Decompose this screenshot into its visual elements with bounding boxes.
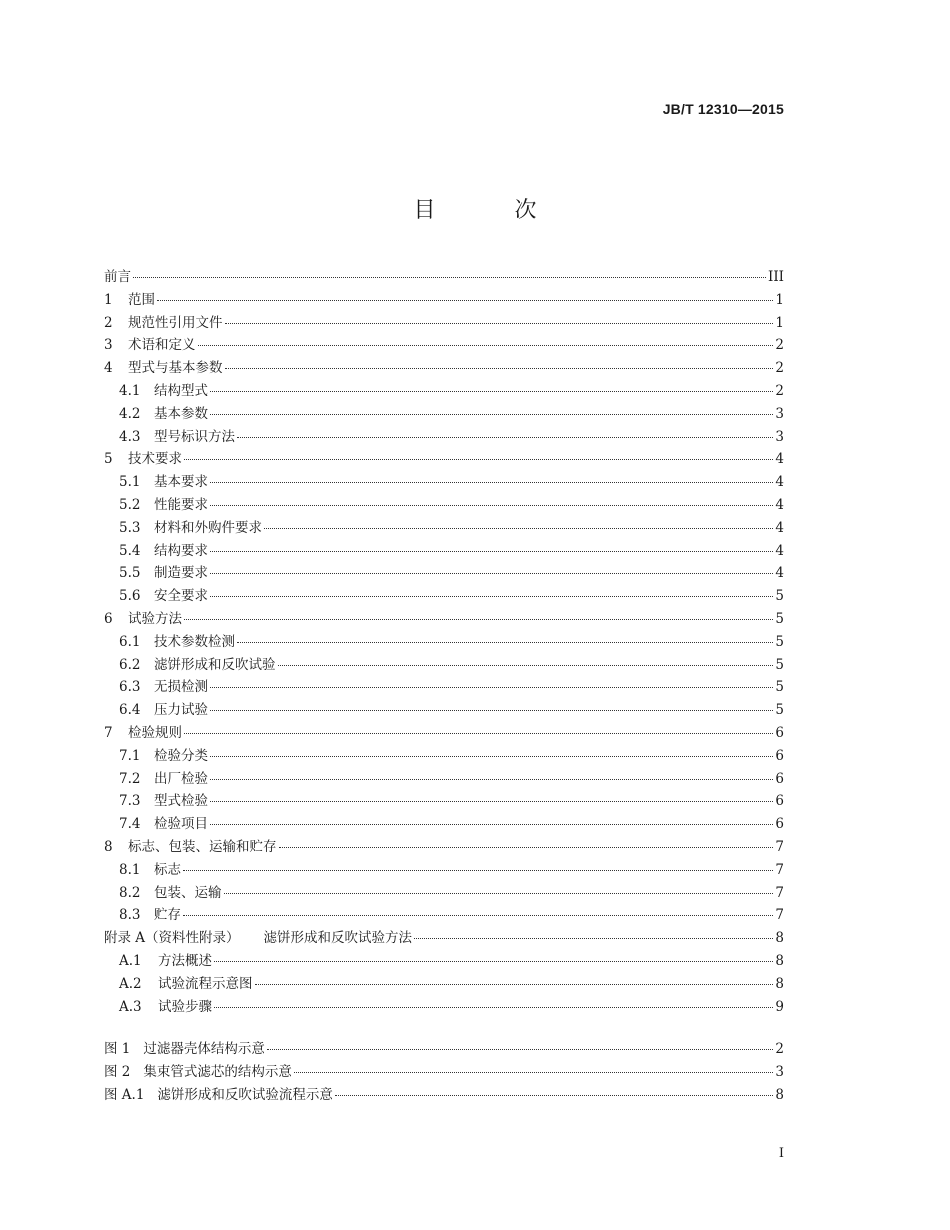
toc-entry-number: 5.3 — [119, 519, 141, 536]
toc-entry-title: 检验规则 — [128, 724, 182, 741]
toc-entry[interactable] — [104, 265, 784, 288]
toc-entry-title: 型式检验 — [154, 793, 208, 810]
toc-page-number: 4 — [775, 542, 784, 559]
toc-entry-title: 制造要求 — [154, 565, 208, 582]
toc-page-number: 6 — [775, 816, 784, 833]
toc-entry[interactable] — [104, 835, 784, 858]
dot-leader — [210, 687, 773, 688]
dot-leader — [225, 323, 774, 324]
toc-page-number: 8 — [775, 975, 784, 992]
toc-entry-title: 试验方法 — [128, 610, 182, 627]
toc-page-number: 6 — [775, 747, 784, 764]
toc-entry[interactable] — [104, 995, 784, 1018]
dot-leader — [210, 824, 773, 825]
toc-entry-number: 6.4 — [119, 702, 141, 719]
toc-entry[interactable] — [104, 744, 784, 767]
toc-page-number: 4 — [775, 474, 784, 491]
dot-leader — [210, 505, 773, 506]
toc-entry[interactable] — [104, 698, 784, 721]
toc-entry[interactable] — [104, 607, 784, 630]
table-of-contents — [104, 265, 784, 1017]
toc-page-number: 2 — [775, 337, 784, 354]
dot-leader — [294, 1072, 774, 1073]
toc-page-number: 8 — [775, 930, 784, 947]
figure-number: 图 A.1 — [104, 1086, 145, 1103]
toc-entry-title: 滤饼形成和反吹试验 — [154, 656, 276, 673]
toc-entry-number: 6.1 — [119, 633, 141, 650]
toc-page-number: III — [768, 269, 784, 285]
toc-entry[interactable] — [104, 789, 784, 812]
toc-entry[interactable] — [104, 470, 784, 493]
dot-leader — [184, 619, 773, 620]
toc-entry[interactable] — [104, 812, 784, 835]
toc-entry-number: 7.2 — [119, 770, 141, 787]
dot-leader — [198, 345, 774, 346]
dot-leader — [237, 437, 773, 438]
dot-leader — [210, 710, 773, 711]
toc-entry[interactable] — [104, 288, 784, 311]
dot-leader — [210, 414, 773, 415]
toc-entry-number: 8.2 — [119, 884, 141, 901]
toc-page-number: 5 — [775, 702, 784, 719]
dot-leader — [414, 938, 773, 939]
toc-page-number: 2 — [775, 382, 784, 399]
toc-entry-number: 6 — [104, 610, 113, 627]
toc-page-number: 6 — [775, 724, 784, 741]
toc-entry-number: 8 — [104, 838, 113, 855]
toc-entry-number: 5.4 — [119, 542, 141, 559]
toc-entry-number: 5.5 — [119, 565, 141, 582]
toc-entry-title: 出厂检验 — [154, 770, 208, 787]
dot-leader — [214, 961, 773, 962]
toc-entry-number: 附录 A（资料性附录） — [104, 930, 240, 947]
dot-leader — [210, 596, 773, 597]
toc-entry[interactable] — [104, 972, 784, 995]
toc-entry-number: A.2 — [119, 975, 142, 992]
toc-entry[interactable] — [104, 653, 784, 676]
toc-entry[interactable] — [104, 561, 784, 584]
toc-entry-title: 基本要求 — [154, 474, 208, 491]
toc-entry[interactable] — [104, 402, 784, 425]
toc-entry-title: 试验步骤 — [158, 998, 212, 1015]
toc-entry-number: 6.2 — [119, 656, 141, 673]
toc-entry-title: 型式与基本参数 — [128, 360, 223, 377]
dot-leader — [210, 482, 773, 483]
toc-entry-title: 技术参数检测 — [154, 633, 235, 650]
figure-number: 图 2 — [104, 1063, 131, 1080]
toc-entry[interactable] — [104, 516, 784, 539]
dot-leader — [210, 779, 773, 780]
toc-entry-title: 结构要求 — [154, 542, 208, 559]
toc-entry-title: 贮存 — [154, 907, 181, 924]
toc-entry-number: 2 — [104, 314, 113, 331]
toc-page-number: 5 — [775, 679, 784, 696]
toc-entry-number: 5.2 — [119, 496, 141, 513]
figure-title: 过滤器壳体结构示意 — [143, 1041, 265, 1057]
toc-entry[interactable] — [104, 767, 784, 790]
toc-entry-title: 型号标识方法 — [154, 428, 235, 445]
toc-entry-title: 技术要求 — [128, 451, 182, 468]
toc-entry[interactable] — [104, 630, 784, 653]
toc-entry-title: 术语和定义 — [128, 337, 196, 354]
toc-entry[interactable] — [104, 949, 784, 972]
toc-entry-title: 检验分类 — [154, 747, 208, 764]
toc-entry-title: 标志、包装、运输和贮存 — [128, 838, 277, 855]
toc-entry[interactable] — [104, 379, 784, 402]
dot-leader — [210, 391, 773, 392]
toc-page-number: 6 — [775, 793, 784, 810]
toc-entry-title: 方法概述 — [158, 952, 212, 969]
toc-entry[interactable] — [104, 721, 784, 744]
dot-leader — [157, 300, 773, 301]
figure-entry[interactable] — [104, 1083, 784, 1106]
dot-leader — [210, 801, 773, 802]
toc-entry-title: 基本参数 — [154, 405, 208, 422]
dot-leader — [210, 573, 773, 574]
toc-page-number: 4 — [775, 451, 784, 468]
list-of-figures — [104, 1037, 784, 1105]
dot-leader — [224, 893, 774, 894]
toc-entry-number: 7.1 — [119, 747, 141, 764]
toc-entry-number: 1 — [104, 291, 113, 308]
toc-page-number: 7 — [775, 884, 784, 901]
dot-leader — [267, 1049, 774, 1050]
toc-page-number: 5 — [775, 656, 784, 673]
toc-entry-number: 3 — [104, 337, 113, 354]
toc-page-number: 1 — [775, 314, 784, 331]
toc-page-number: 3 — [775, 405, 784, 422]
toc-page-number: 4 — [775, 519, 784, 536]
toc-entry-number: 7 — [104, 724, 113, 741]
toc-entry-title: 范围 — [128, 291, 155, 308]
dot-leader — [133, 277, 766, 278]
dot-leader — [214, 1007, 773, 1008]
toc-entry-number: A.3 — [119, 998, 142, 1015]
toc-entry[interactable] — [104, 425, 784, 448]
dot-leader — [255, 984, 774, 985]
toc-page-number: 5 — [775, 588, 784, 605]
toc-page-number: 6 — [775, 770, 784, 787]
toc-entry-number: 7.4 — [119, 816, 141, 833]
toc-entry-title: 性能要求 — [154, 496, 208, 513]
dot-leader — [225, 368, 774, 369]
toc-entry-number: A.1 — [119, 952, 142, 969]
toc-entry-title: 压力试验 — [154, 702, 208, 719]
dot-leader — [335, 1095, 773, 1096]
toc-entry[interactable] — [104, 447, 784, 470]
toc-entry[interactable] — [104, 333, 784, 356]
toc-entry[interactable] — [104, 493, 784, 516]
toc-entry-title: 检验项目 — [154, 816, 208, 833]
figure-number: 图 1 — [104, 1041, 131, 1057]
toc-entry[interactable] — [104, 311, 784, 334]
toc-page-number: 7 — [775, 907, 784, 924]
toc-entry[interactable] — [104, 926, 784, 949]
dot-leader — [184, 733, 773, 734]
figure-entry[interactable] — [104, 1037, 784, 1060]
standard-number: JB/T 12310—2015 — [662, 101, 784, 117]
toc-entry-number: 4.1 — [119, 382, 141, 399]
toc-entry-number: 4.2 — [119, 405, 141, 422]
figure-entry[interactable] — [104, 1060, 784, 1083]
toc-entry-number: 5.6 — [119, 588, 141, 605]
figure-title: 集束管式滤芯的结构示意 — [143, 1063, 292, 1080]
toc-entry-title: 包装、运输 — [154, 884, 222, 901]
page-title: 目 次 — [413, 198, 573, 223]
toc-entry-title: 安全要求 — [154, 588, 208, 605]
toc-page-number: 3 — [775, 428, 784, 445]
toc-page-number: 8 — [775, 952, 784, 969]
toc-entry-number: 5.1 — [119, 474, 141, 491]
toc-page-number: 7 — [775, 861, 784, 878]
toc-entry-title: 标志 — [154, 861, 181, 878]
toc-entry-title: 规范性引用文件 — [128, 314, 223, 331]
toc-page-number: 9 — [775, 998, 784, 1015]
dot-leader — [210, 756, 773, 757]
toc-entry-title: 滤饼形成和反吹试验方法 — [263, 930, 413, 947]
dot-leader — [278, 665, 774, 666]
toc-entry-number: 4 — [104, 360, 113, 377]
toc-entry-number: 8.1 — [119, 861, 141, 878]
toc-entry-number: 5 — [104, 451, 113, 468]
dot-leader — [183, 870, 773, 871]
dot-leader — [264, 528, 773, 529]
toc-page-number: 3 — [775, 1063, 784, 1080]
toc-page-number: 1 — [775, 291, 784, 308]
toc-entry[interactable] — [104, 903, 784, 926]
toc-entry-title: 材料和外购件要求 — [154, 519, 262, 536]
dot-leader — [279, 847, 774, 848]
toc-entry-number: 6.3 — [119, 679, 141, 696]
figure-title: 滤饼形成和反吹试验流程示意 — [157, 1086, 333, 1103]
toc-page-number: 5 — [775, 610, 784, 627]
toc-page-number: 2 — [775, 1041, 784, 1057]
toc-entry[interactable] — [104, 356, 784, 379]
toc-page-number: 7 — [775, 838, 784, 855]
toc-page-number: 2 — [775, 360, 784, 377]
toc-entry-number: 7.3 — [119, 793, 141, 810]
toc-entry[interactable] — [104, 675, 784, 698]
toc-entry-title: 前言 — [104, 269, 131, 285]
toc-page-number: 4 — [775, 565, 784, 582]
dot-leader — [210, 551, 773, 552]
dot-leader — [184, 459, 773, 460]
toc-entry-title: 无损检测 — [154, 679, 208, 696]
toc-entry[interactable] — [104, 584, 784, 607]
toc-entry-number: 8.3 — [119, 907, 141, 924]
toc-entry-number: 4.3 — [119, 428, 141, 445]
dot-leader — [183, 915, 773, 916]
dot-leader — [237, 642, 773, 643]
toc-entry-title: 结构型式 — [154, 382, 208, 399]
toc-page-number: 4 — [775, 496, 784, 513]
toc-entry-title: 试验流程示意图 — [158, 975, 253, 992]
toc-page-number: 8 — [775, 1086, 784, 1103]
toc-entry[interactable] — [104, 881, 784, 904]
toc-entry[interactable] — [104, 539, 784, 562]
toc-page-number: 5 — [775, 633, 784, 650]
page-number: I — [778, 1146, 784, 1161]
toc-entry[interactable] — [104, 858, 784, 881]
